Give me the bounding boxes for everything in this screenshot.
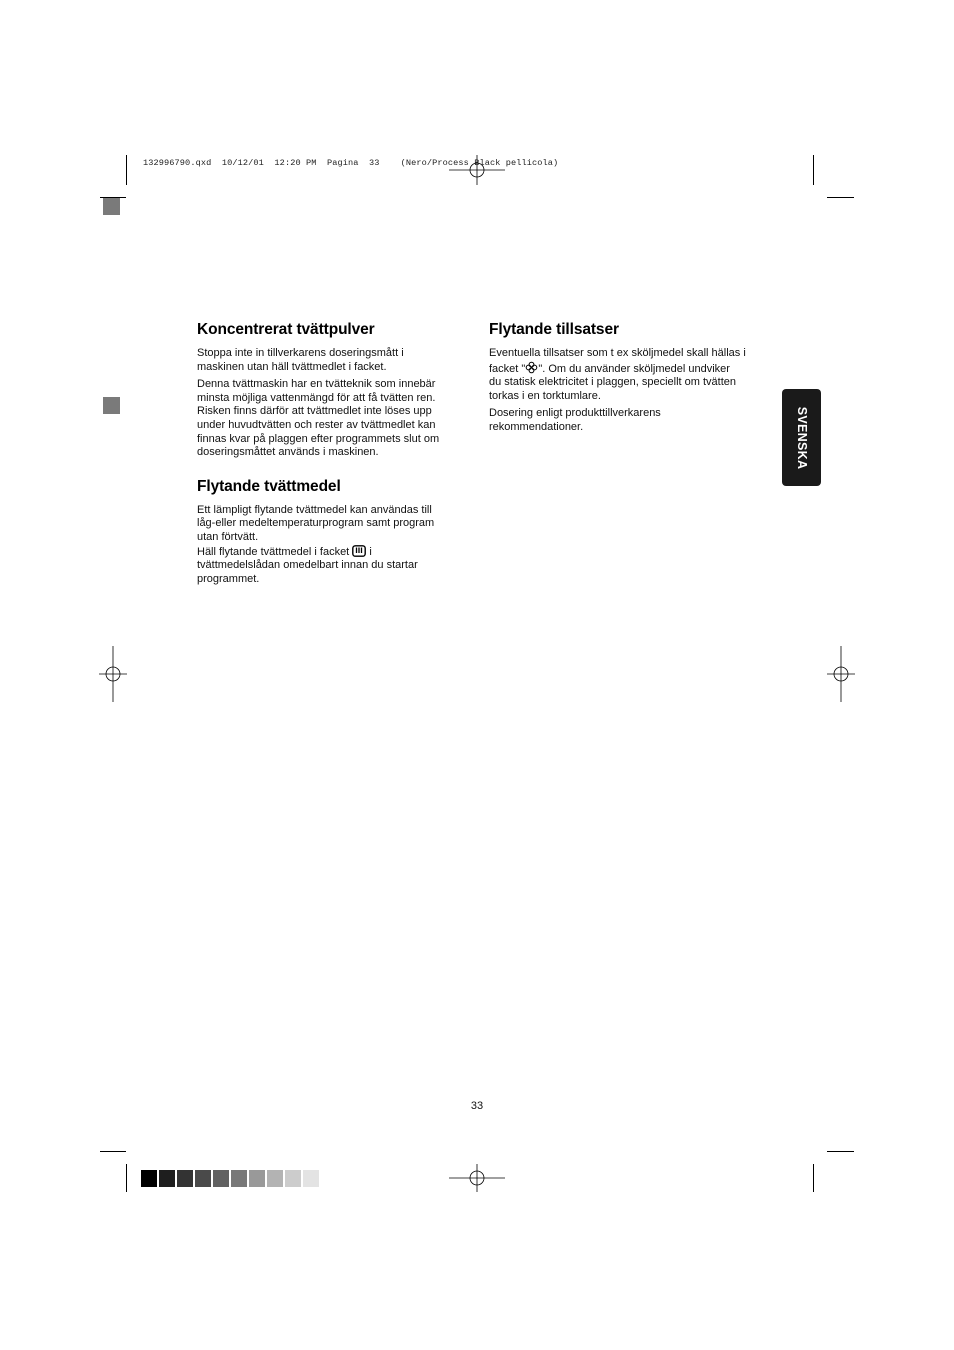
color-swatch bbox=[267, 1170, 283, 1187]
section-title: Flytande tillsatser bbox=[489, 321, 619, 338]
text-line: låg-eller medeltemperaturprogram samt program bbox=[197, 517, 435, 530]
registration-mark-icon bbox=[99, 646, 127, 702]
paragraph bbox=[197, 378, 459, 460]
section-title: Flytande tvättmedel bbox=[197, 477, 341, 495]
text-line: finnas kvar på plaggen efter programmets slut om bbox=[197, 432, 440, 445]
right-column bbox=[489, 321, 759, 439]
color-swatch bbox=[141, 1170, 157, 1187]
color-swatch bbox=[249, 1170, 265, 1187]
paragraph bbox=[197, 504, 459, 587]
color-swatch bbox=[303, 1170, 319, 1187]
text-line: Ett lämpligt flytande tvättmedel kan användas till bbox=[197, 503, 432, 516]
main-wash-compartment-icon bbox=[352, 545, 366, 557]
color-swatch bbox=[231, 1170, 247, 1187]
text-line: du statisk elektricitet i plaggen, speciellt om tvätten bbox=[489, 376, 737, 389]
registration-mark-icon bbox=[827, 646, 855, 702]
text-fragment: ". Om du använder sköljmedel undviker bbox=[538, 362, 730, 375]
text-line: utan förtvätt. bbox=[197, 530, 259, 543]
color-swatch bbox=[195, 1170, 211, 1187]
grey-marker-square bbox=[103, 198, 120, 215]
text-line: minsta möjliga vattenmängd för att få tvätten ren. bbox=[197, 391, 436, 404]
crop-mark bbox=[813, 155, 814, 185]
paragraph bbox=[197, 347, 459, 374]
left-column bbox=[197, 321, 459, 590]
text-line: Stoppa inte in tillverkarens doseringsmått i bbox=[197, 347, 404, 359]
text-line: Dosering enligt produkttillverkarens bbox=[489, 407, 661, 420]
registration-mark-icon bbox=[449, 155, 505, 185]
text-line: programmet. bbox=[197, 572, 260, 585]
crop-mark bbox=[827, 1151, 854, 1152]
text-line: rekommendationer. bbox=[489, 420, 584, 433]
crop-mark bbox=[126, 1164, 127, 1192]
text-line: torkas i en torktumlare. bbox=[489, 389, 601, 402]
text-line bbox=[489, 361, 759, 377]
text-line: Risken finns därför att tvättmedlet inte löses upp bbox=[197, 405, 432, 418]
crop-mark bbox=[813, 1164, 814, 1192]
crop-mark bbox=[100, 1151, 126, 1152]
registration-mark-icon bbox=[449, 1164, 505, 1192]
color-swatch bbox=[159, 1170, 175, 1187]
page-number: 33 bbox=[470, 1100, 484, 1112]
text-line: doseringsmåttet används i maskinen. bbox=[197, 446, 379, 459]
color-swatch bbox=[177, 1170, 193, 1187]
color-swatch bbox=[213, 1170, 229, 1187]
print-slug: 132996790.qxd 10/12/01 12:20 PM Pagina 33 (Nero/Process Black pellicola) bbox=[143, 158, 559, 168]
crop-mark bbox=[827, 197, 854, 198]
paragraph bbox=[489, 347, 759, 403]
crop-mark bbox=[126, 155, 127, 185]
text-line: tvättmedelslådan omedelbart innan du startar bbox=[197, 559, 418, 572]
section-title: Koncentrerat tvättpulver bbox=[197, 321, 375, 338]
grayscale-color-bar bbox=[141, 1170, 319, 1187]
text-line bbox=[197, 545, 459, 560]
text-line: Eventuella tillsatser som t ex sköljmedel skall hällas i bbox=[489, 347, 746, 359]
text-line: under huvudtvätten och rester av tvättmedlet kan bbox=[197, 418, 436, 431]
flower-softener-icon bbox=[525, 361, 538, 374]
language-tab bbox=[782, 389, 821, 486]
text-fragment: facket " bbox=[489, 362, 526, 375]
color-swatch bbox=[285, 1170, 301, 1187]
text-line: maskinen utan häll tvättmedlet i facket. bbox=[197, 360, 387, 373]
grey-marker-square bbox=[103, 397, 120, 414]
text-fragment: Häll flytande tvättmedel i facket bbox=[197, 545, 353, 558]
language-tab-label: SVENSKA bbox=[794, 406, 809, 469]
text-line: Denna tvättmaskin har en tvätteknik som innebär bbox=[197, 378, 436, 391]
paragraph bbox=[489, 407, 759, 434]
text-fragment: i bbox=[366, 545, 372, 558]
